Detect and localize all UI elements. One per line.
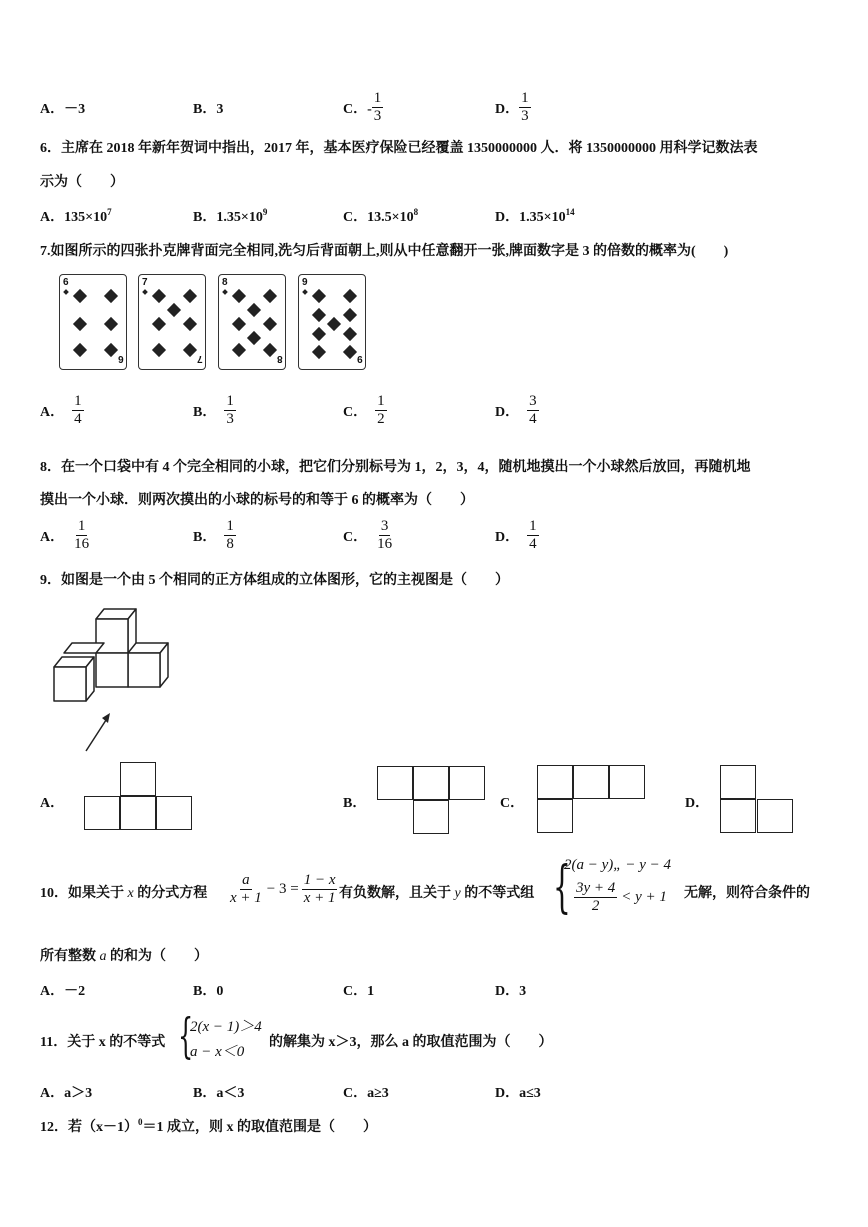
q11-inequality-1: 2(x − 1)＞4: [190, 1019, 262, 1035]
q9-option-a-label: A．: [40, 796, 65, 811]
q7-option-a: A． $\frac{1}{4}$: [40, 393, 82, 427]
q11-option-a: A．a＞3: [40, 1086, 93, 1101]
q10-equation: $\frac{a}{x + 1}$ − 3 = $\frac{1 - x}{x + 1}$: [230, 872, 336, 906]
q10-inequality-2: $\frac{3y + 4}{2}$ < y + 1: [576, 880, 667, 914]
q5-option-b: B．3: [193, 102, 224, 117]
q5-option-a: A．－3: [40, 102, 86, 117]
q12-stem: 12．若$(x-1)^0=1$ 成立，则 x 的取值范围是（ ）: [40, 1117, 377, 1135]
q11-stem-tail: 的解集为 x＞3，那么 a 的取值范围为（ ）: [269, 1035, 553, 1050]
q10-brace: {: [553, 855, 571, 920]
q11-stem-prefix: 11．关于 x 的不等式: [40, 1035, 166, 1050]
q6-stem-line2: 示为（ ）: [40, 175, 124, 190]
q8-stem-line2: 摸出一个小球．则两次摸出的小球的标号的和等于 6 的概率为（ ）: [40, 493, 474, 508]
playing-card-8: 8 8: [218, 274, 286, 370]
q9-stem: 9．如图是一个由 5 个相同的正方体组成的立体图形，它的主视图是（ ）: [40, 573, 509, 588]
q11-option-c: C．a≥3: [343, 1086, 389, 1101]
q9-option-b-label: B．: [343, 796, 367, 811]
playing-card-6: 6 6: [59, 274, 127, 370]
q7-stem: 7.如图所示的四张扑克牌背面完全相同,洗匀后背面朝上,则从中任意翻开一张,牌面数字是 3 的倍数的概率为( ): [40, 244, 729, 259]
q8-option-d: D． $\frac{1}{4}$: [495, 518, 537, 552]
q11-option-b: B．a＜3: [193, 1086, 245, 1101]
q10-stem-line1: 10．如果关于 x 的分式方程: [40, 886, 208, 901]
q10-option-d: D．3: [495, 984, 527, 999]
q7-option-d: D． $\frac{3}{4}$: [495, 393, 537, 427]
q9-cube-figure: [48, 605, 178, 755]
playing-card-7: 7 7: [138, 274, 206, 370]
playing-card-9: 9 9: [298, 274, 366, 370]
q7-option-c: C． $\frac{1}{2}$: [343, 393, 385, 427]
q6-option-b: B．$1.35\times 10^9$: [193, 207, 268, 225]
q10-stem-line2: 所有整数 a 的和为（ ）: [40, 949, 208, 964]
q11-brace: {: [178, 1008, 194, 1064]
q5-option-d: D． $\frac{1}{3}$: [495, 90, 529, 124]
q6-option-a: A．$135\times 10^7$: [40, 207, 112, 225]
q5-option-c: C．- $\frac{1}{3}$: [343, 90, 382, 124]
q9-option-c-label: C．: [500, 796, 525, 811]
q11-inequality-2: a − x＜0: [190, 1044, 245, 1060]
q8-option-a: A． $\frac{1}{16}$: [40, 518, 90, 552]
q11-option-d: D．a≤3: [495, 1086, 541, 1101]
q10-stem-tail: 无解，则符合条件的: [684, 886, 810, 901]
q6-option-c: C．$13.5\times 10^8$: [343, 207, 419, 225]
q6-stem-line1: 6．主席在 2018 年新年贺词中指出，2017 年，基本医疗保险已经覆盖 1350000000 人．将 1350000000 用科学记数法表: [40, 141, 758, 156]
q7-option-b: B． $\frac{1}{3}$: [193, 393, 234, 427]
q10-option-b: B．0: [193, 984, 224, 999]
q8-option-c: C． $\frac{3}{16}$: [343, 518, 393, 552]
q10-option-c: C．1: [343, 984, 375, 999]
q9-option-d-label: D．: [685, 796, 710, 811]
q10-stem-mid: 有负数解，且关于 y 的不等式组: [339, 886, 535, 901]
q8-stem-line1: 8．在一个口袋中有 4 个完全相同的小球，把它们分别标号为 1，2，3，4，随机地摸出一个小球然后放回，再随机地: [40, 460, 751, 475]
q6-option-d: D．$1.35\times 10^{14}$: [495, 207, 575, 225]
q10-inequality-1: 2(a − y)„ − y − 4: [564, 857, 672, 873]
q8-option-b: B． $\frac{1}{8}$: [193, 518, 234, 552]
q10-option-a: A．－2: [40, 984, 86, 999]
